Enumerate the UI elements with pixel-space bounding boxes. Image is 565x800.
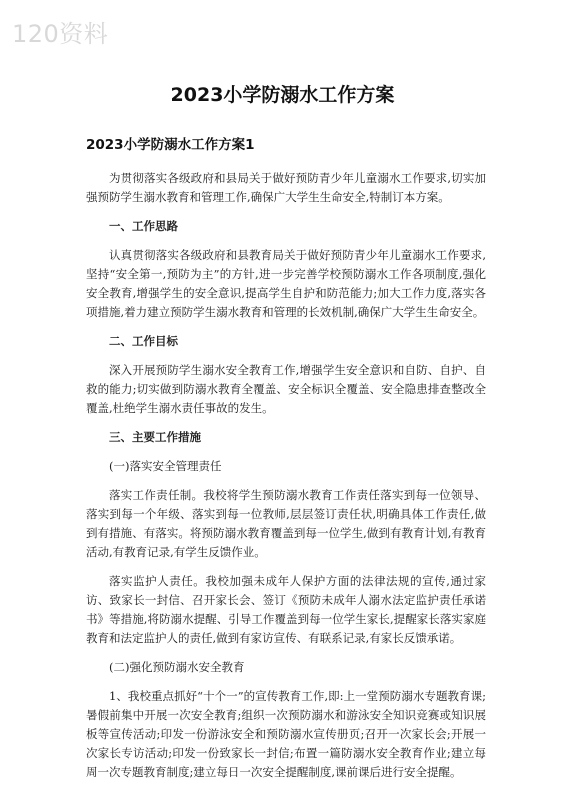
section-title: 2023小学防溺水工作方案1 xyxy=(86,137,255,153)
watermark-text: 120资料 xyxy=(12,20,109,48)
heading-work-approach: 一、工作思路 xyxy=(109,219,178,233)
paragraph-work-goals: 深入开展预防学生溺水安全教育工作,增强学生安全意识和自防、自护、自救的能力;切实做到防溺水教育全覆盖、安全标识全覆盖、安全隐患排查整改全覆盖,杜绝学生溺水责任事故的发生。 xyxy=(86,363,486,415)
paragraph-guardian-responsibility: 落实监护人责任。我校加强未成年人保护方面的法律法规的宣传,通过家访、致家长一封信、召开家长会、签订《预防未成年人溺水法定监护责任承诺书》等措施,将防溺水提醒、引导工作覆盖到每一位学生家长,提醒家长落实家庭教育和法定监护人的责任,做到有家访宣传、有联系记录,有家长反馈承诺。 xyxy=(86,574,486,645)
intro-paragraph: 为贯彻落实各级政府和县局关于做好预防青少年儿童溺水工作要求,切实加强预防学生溺水教育和管理工作,确保广大学生生命安全,特制订本方案。 xyxy=(86,171,486,204)
document-body xyxy=(86,135,486,782)
document-title: 2023小学防溺水工作方案 xyxy=(170,84,395,106)
paragraph-work-approach: 认真贯彻落实各级政府和县教育局关于做好预防青少年儿童溺水工作要求,坚持“安全第一,预防为主”的方针,进一步完善学校预防溺水工作各项制度,强化安全教育,增强学生的安全意识,提高学生自护和防范能力;加大工作力度,落实各项措施,着力建立预防学生溺水教育和管理的长效机制,确保广大学生生命安全。 xyxy=(86,248,486,319)
subheading-safety-education: (二)强化预防溺水安全教育 xyxy=(109,660,245,674)
paragraph-ten-ones: 1、我校重点抓好“十个一”的宣传教育工作,即:上一堂预防溺水专题教育课;暑假前集中开展一次安全教育;组织一次预防溺水和游泳安全知识竞赛或知识展板等宣传活动;印发一份游泳安全和预防溺水宣传册页;召开一次家长会;开展一次家长专访活动;印发一份致家长一封信;布置一篇防溺水安全教育作业;建立每周一次专题教育制度;建立每日一次安全提醒制度,课前课后进行安全提醒。 xyxy=(86,689,486,779)
heading-work-goals: 二、工作目标 xyxy=(109,334,178,348)
paragraph-responsibility-system: 落实工作责任制。我校将学生预防溺水教育工作责任落实到每一位领导、落实到每一个年级、落实到每一位教师,层层签订责任状,明确具体工作责任,做到有措施、有落实。将预防溺水教育覆盖到每一位学生,做到有教育计划,有教育活动,有教育记录,有学生反馈作业。 xyxy=(86,488,486,559)
heading-main-measures: 三、主要工作措施 xyxy=(109,430,201,444)
subheading-safety-responsibility: (一)落实安全管理责任 xyxy=(109,459,222,473)
